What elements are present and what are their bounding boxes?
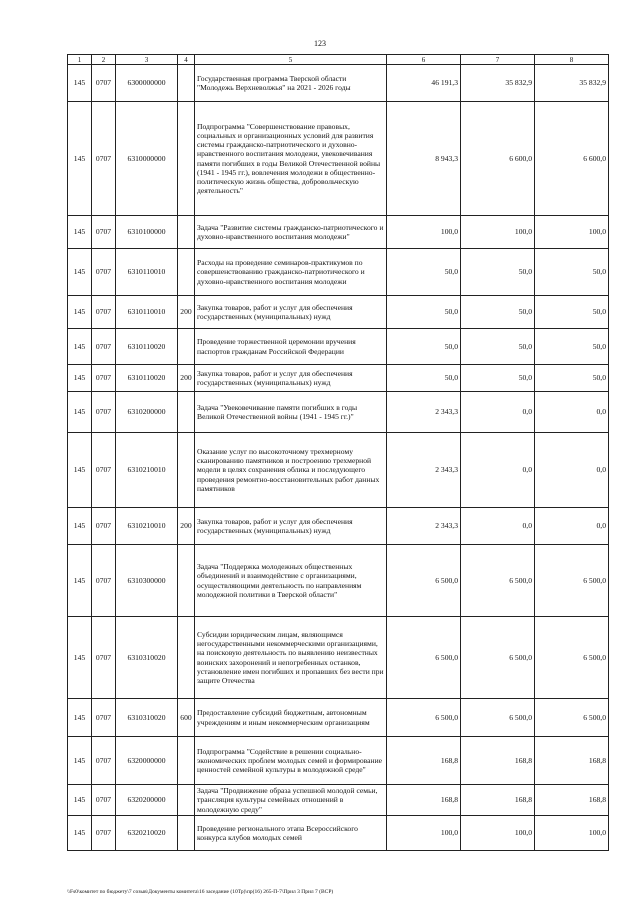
cell-target-article: 6320210020 — [116, 815, 178, 850]
cell-amount-year-2: 6 500,0 — [461, 545, 535, 617]
column-number-header: 4 — [178, 55, 195, 65]
cell-amount-year-2: 50,0 — [461, 296, 535, 329]
cell-amount-year-2: 168,8 — [461, 785, 535, 816]
column-number-header: 2 — [92, 55, 116, 65]
cell-section-code: 0707 — [92, 617, 116, 699]
cell-expense-type — [178, 617, 195, 699]
cell-amount-year-1: 100,0 — [387, 216, 461, 249]
cell-amount-year-2: 168,8 — [461, 737, 535, 785]
cell-amount-year-2: 35 832,9 — [461, 65, 535, 102]
cell-amount-year-1: 8 943,3 — [387, 102, 461, 216]
cell-section-code: 0707 — [92, 329, 116, 365]
table-body — [68, 65, 609, 851]
cell-amount-year-2: 6 500,0 — [461, 699, 535, 737]
cell-ministry-code: 145 — [68, 815, 92, 850]
table-row — [68, 699, 609, 737]
cell-target-article: 6310100000 — [116, 216, 178, 249]
cell-item-name: Расходы на проведение семинаров-практикумов по совершенствованию гражданско-патриотического и духовно-нравственного воспитания молодежи — [195, 249, 387, 296]
cell-target-article: 6320200000 — [116, 785, 178, 816]
cell-item-name: Закупка товаров, работ и услуг для обеспечения государственных (муниципальных) нужд — [195, 365, 387, 392]
cell-section-code: 0707 — [92, 102, 116, 216]
cell-expense-type — [178, 815, 195, 850]
cell-expense-type — [178, 65, 195, 102]
file-path-footer: \\Fs0\комитет по бюджету\7 созыв\Документы комитета\16 заседание (10Тр)\пр(16) 265-П-7\Прил 3 Прил 7 (ВСР) — [67, 889, 334, 895]
cell-item-name: Проведение регионального этапа Всероссийского конкурса клубов молодых семей — [195, 815, 387, 850]
cell-item-name: Подпрограмма "Совершенствование правовых, социальных и организационных условий для развития системы гражданско-патриотического и духовно-нравственного воспитания молодежи, увековечивания памяти погибших в годы Великой Отечественной войны (1941 - 1945 гг.), вовлечения молодежи в общественно-политическую жизнь общества, добровольческую деятельность" — [195, 102, 387, 216]
cell-section-code: 0707 — [92, 433, 116, 508]
cell-target-article: 6310110010 — [116, 249, 178, 296]
table-row — [68, 545, 609, 617]
cell-expense-type: 200 — [178, 365, 195, 392]
cell-expense-type — [178, 249, 195, 296]
cell-amount-year-1: 2 343,3 — [387, 392, 461, 433]
cell-section-code: 0707 — [92, 365, 116, 392]
cell-amount-year-1: 2 343,3 — [387, 508, 461, 545]
cell-amount-year-3: 0,0 — [535, 508, 609, 545]
cell-expense-type: 200 — [178, 296, 195, 329]
cell-amount-year-2: 0,0 — [461, 392, 535, 433]
budget-table — [67, 54, 609, 851]
cell-ministry-code: 145 — [68, 617, 92, 699]
cell-target-article: 6320000000 — [116, 737, 178, 785]
cell-section-code: 0707 — [92, 216, 116, 249]
cell-ministry-code: 145 — [68, 216, 92, 249]
column-number-header: 7 — [461, 55, 535, 65]
cell-section-code: 0707 — [92, 699, 116, 737]
cell-ministry-code: 145 — [68, 545, 92, 617]
cell-ministry-code: 145 — [68, 296, 92, 329]
cell-amount-year-3: 168,8 — [535, 785, 609, 816]
column-number-header: 1 — [68, 55, 92, 65]
cell-amount-year-1: 46 191,3 — [387, 65, 461, 102]
cell-amount-year-3: 6 500,0 — [535, 617, 609, 699]
column-number-header: 3 — [116, 55, 178, 65]
cell-amount-year-3: 168,8 — [535, 737, 609, 785]
cell-item-name: Задача "Увековечивание памяти погибших в годы Великой Отечественной войны (1941 - 1945 гг.)" — [195, 392, 387, 433]
cell-ministry-code: 145 — [68, 737, 92, 785]
cell-amount-year-3: 50,0 — [535, 329, 609, 365]
column-number-header: 5 — [195, 55, 387, 65]
table-row — [68, 65, 609, 102]
cell-item-name: Закупка товаров, работ и услуг для обеспечения государственных (муниципальных) нужд — [195, 508, 387, 545]
table-row — [68, 815, 609, 850]
table-row — [68, 785, 609, 816]
cell-target-article: 6310200000 — [116, 392, 178, 433]
cell-amount-year-1: 6 500,0 — [387, 617, 461, 699]
cell-amount-year-1: 6 500,0 — [387, 545, 461, 617]
cell-section-code: 0707 — [92, 249, 116, 296]
column-number-header: 6 — [387, 55, 461, 65]
cell-target-article: 6310210010 — [116, 433, 178, 508]
cell-amount-year-2: 6 600,0 — [461, 102, 535, 216]
cell-amount-year-3: 50,0 — [535, 249, 609, 296]
cell-expense-type — [178, 329, 195, 365]
cell-ministry-code: 145 — [68, 329, 92, 365]
cell-target-article: 6310310020 — [116, 617, 178, 699]
cell-amount-year-2: 50,0 — [461, 249, 535, 296]
cell-amount-year-2: 0,0 — [461, 508, 535, 545]
table-row — [68, 392, 609, 433]
table-row — [68, 365, 609, 392]
cell-expense-type — [178, 433, 195, 508]
cell-amount-year-3: 0,0 — [535, 433, 609, 508]
cell-amount-year-1: 100,0 — [387, 815, 461, 850]
cell-amount-year-3: 50,0 — [535, 365, 609, 392]
cell-item-name: Государственная программа Тверской области "Молодежь Верхневолжья" на 2021 - 2026 годы — [195, 65, 387, 102]
cell-item-name: Проведение торжественной церемонии вручения паспортов гражданам Российской Федерации — [195, 329, 387, 365]
cell-ministry-code: 145 — [68, 392, 92, 433]
cell-amount-year-1: 50,0 — [387, 296, 461, 329]
table-row — [68, 329, 609, 365]
cell-amount-year-1: 50,0 — [387, 365, 461, 392]
cell-amount-year-3: 6 500,0 — [535, 699, 609, 737]
table-row — [68, 249, 609, 296]
cell-expense-type: 200 — [178, 508, 195, 545]
cell-expense-type: 600 — [178, 699, 195, 737]
cell-section-code: 0707 — [92, 508, 116, 545]
cell-section-code: 0707 — [92, 815, 116, 850]
cell-target-article: 6310310020 — [116, 699, 178, 737]
cell-amount-year-3: 50,0 — [535, 296, 609, 329]
cell-ministry-code: 145 — [68, 699, 92, 737]
column-number-row — [68, 55, 609, 65]
cell-item-name: Подпрограмма "Содействие в решении социально-экономических проблем молодых семей и формирование ценностей семейной культуры в молодежной среде" — [195, 737, 387, 785]
cell-amount-year-3: 6 600,0 — [535, 102, 609, 216]
cell-target-article: 6300000000 — [116, 65, 178, 102]
cell-amount-year-3: 0,0 — [535, 392, 609, 433]
cell-amount-year-1: 6 500,0 — [387, 699, 461, 737]
table-row — [68, 617, 609, 699]
cell-amount-year-2: 50,0 — [461, 329, 535, 365]
cell-ministry-code: 145 — [68, 508, 92, 545]
cell-item-name: Задача "Развитие системы гражданско-патриотического и духовно-нравственного воспитания молодежи" — [195, 216, 387, 249]
cell-target-article: 6310110020 — [116, 329, 178, 365]
cell-item-name: Закупка товаров, работ и услуг для обеспечения государственных (муниципальных) нужд — [195, 296, 387, 329]
cell-amount-year-3: 6 500,0 — [535, 545, 609, 617]
cell-item-name: Субсидии юридическим лицам, являющимся негосударственными некоммерческими организациями, на поисковую деятельность по выявлению неизвестных воинских захоронений и непогребенных останков, установление имен погибших и пропавших без вести при защите Отечества — [195, 617, 387, 699]
cell-item-name: Задача "Продвижение образа успешной молодой семьи, трансляция культуры семейных отношений в молодежную среду" — [195, 785, 387, 816]
cell-amount-year-2: 100,0 — [461, 216, 535, 249]
table-row — [68, 296, 609, 329]
cell-expense-type — [178, 216, 195, 249]
cell-amount-year-3: 100,0 — [535, 216, 609, 249]
table-row — [68, 216, 609, 249]
cell-target-article: 6310110020 — [116, 365, 178, 392]
cell-amount-year-3: 100,0 — [535, 815, 609, 850]
cell-target-article: 6310300000 — [116, 545, 178, 617]
cell-target-article: 6310000000 — [116, 102, 178, 216]
cell-expense-type — [178, 545, 195, 617]
cell-section-code: 0707 — [92, 296, 116, 329]
cell-amount-year-2: 6 500,0 — [461, 617, 535, 699]
cell-ministry-code: 145 — [68, 249, 92, 296]
cell-amount-year-1: 2 343,3 — [387, 433, 461, 508]
cell-target-article: 6310210010 — [116, 508, 178, 545]
cell-item-name: Задача "Поддержка молодежных общественных объединений и взаимодействие с организациями, осуществляющими деятельность по направлениям молодежной политики в Тверской области" — [195, 545, 387, 617]
cell-target-article: 6310110010 — [116, 296, 178, 329]
cell-expense-type — [178, 737, 195, 785]
cell-amount-year-1: 168,8 — [387, 785, 461, 816]
cell-amount-year-1: 50,0 — [387, 329, 461, 365]
cell-item-name: Оказание услуг по высокоточному трехмерному сканированию памятников и построению трехмерной модели в целях сохранения облика и последующего проведения ремонтно-восстановительных работ данных памятников — [195, 433, 387, 508]
page-number: 123 — [314, 39, 326, 48]
column-number-header: 8 — [535, 55, 609, 65]
cell-section-code: 0707 — [92, 65, 116, 102]
cell-amount-year-1: 50,0 — [387, 249, 461, 296]
cell-expense-type — [178, 785, 195, 816]
cell-amount-year-1: 168,8 — [387, 737, 461, 785]
cell-section-code: 0707 — [92, 392, 116, 433]
cell-ministry-code: 145 — [68, 785, 92, 816]
cell-section-code: 0707 — [92, 737, 116, 785]
cell-amount-year-2: 50,0 — [461, 365, 535, 392]
cell-amount-year-2: 100,0 — [461, 815, 535, 850]
cell-amount-year-3: 35 832,9 — [535, 65, 609, 102]
cell-expense-type — [178, 392, 195, 433]
table-row — [68, 102, 609, 216]
cell-section-code: 0707 — [92, 545, 116, 617]
cell-amount-year-2: 0,0 — [461, 433, 535, 508]
table-row — [68, 508, 609, 545]
cell-ministry-code: 145 — [68, 65, 92, 102]
cell-ministry-code: 145 — [68, 365, 92, 392]
cell-ministry-code: 145 — [68, 102, 92, 216]
cell-item-name: Предоставление субсидий бюджетным, автономным учреждениям и иным некоммерческим организациям — [195, 699, 387, 737]
table-row — [68, 737, 609, 785]
table-row — [68, 433, 609, 508]
cell-ministry-code: 145 — [68, 433, 92, 508]
cell-expense-type — [178, 102, 195, 216]
cell-section-code: 0707 — [92, 785, 116, 816]
